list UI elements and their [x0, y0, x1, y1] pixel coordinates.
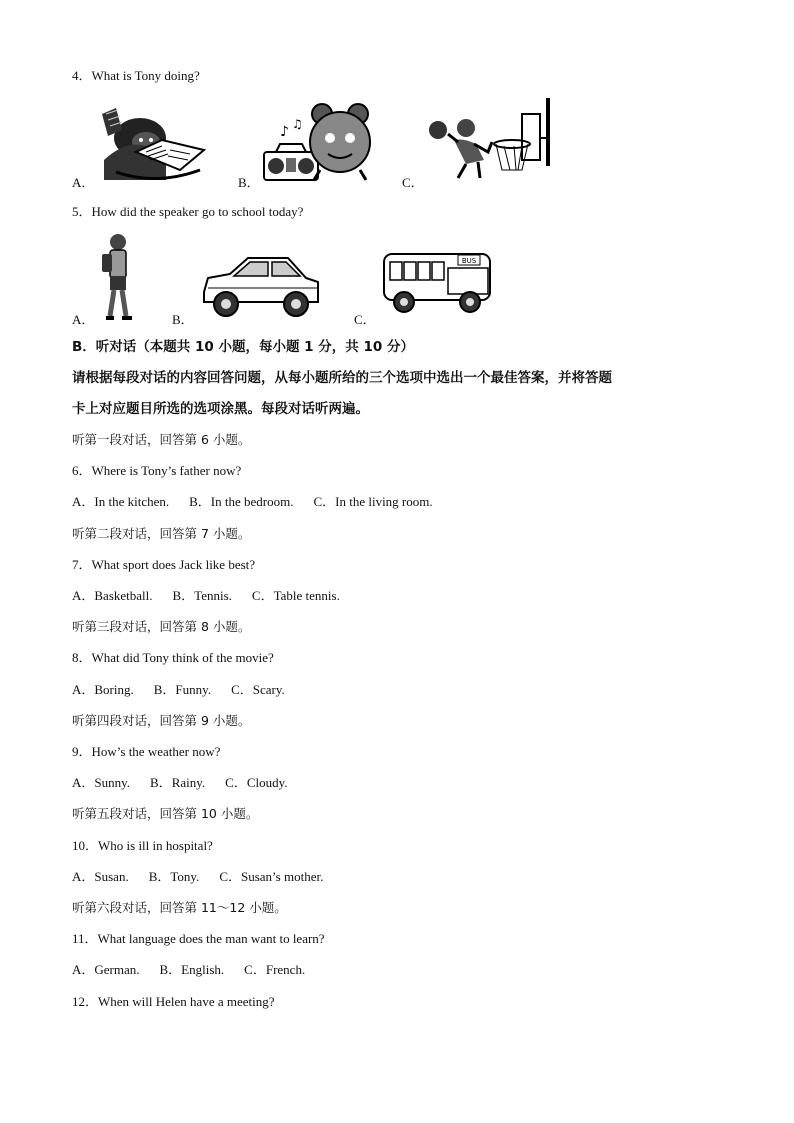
answer-option-a: A．Sunny.: [72, 775, 131, 790]
dialogue-instruction: 听第二段对话，回答第 7 小题。: [72, 526, 251, 541]
answer-option-a: A．In the kitchen.: [72, 494, 170, 509]
answer-options: [72, 869, 343, 885]
dialogue-instruction: 听第六段对话，回答第 11～12 小题。: [72, 900, 287, 915]
q5-option-a-label: A．: [72, 312, 95, 327]
answer-options: [72, 682, 305, 698]
answer-options: [72, 775, 308, 791]
playing-basketball-icon: [426, 98, 554, 182]
answer-option-c: C．Cloudy.: [225, 775, 288, 790]
dialogue-instruction: 听第五段对话，回答第 10 小题。: [72, 806, 259, 821]
question-5: 5．How did the speaker go to school today?: [72, 204, 304, 219]
answer-option-a: A．Boring.: [72, 682, 134, 697]
question-text: 11．What language does the man want to learn?: [72, 931, 325, 946]
question-text: 10．Who is ill in hospital?: [72, 838, 213, 853]
answer-option-c: C．French.: [244, 962, 306, 977]
q4-option-c-label: C．: [402, 175, 424, 190]
section-b-instructions-line-1: 请根据每段对话的内容回答问题，从每小题所给的三个选项中选出一个最佳答案，并将答题: [72, 370, 612, 386]
answer-option-c: C．In the living room.: [313, 494, 433, 509]
answer-option-b: B．Tennis.: [172, 588, 232, 603]
bus-icon: [382, 250, 494, 316]
section-b-title: B．听对话（本题共 10 小题，每小题 1 分，共 10 分）: [72, 339, 414, 355]
answer-option-b: B．Tony.: [148, 869, 200, 884]
answer-options: [72, 962, 325, 978]
question-text: 7．What sport does Jack like best?: [72, 557, 256, 572]
answer-option-b: B．Funny.: [153, 682, 212, 697]
answer-option-b: B．English.: [159, 962, 225, 977]
answer-options: [72, 494, 453, 510]
answer-option-c: C．Susan’s mother.: [219, 869, 324, 884]
bus-sign: BUS: [461, 257, 477, 265]
question-text: 9．How’s the weather now?: [72, 744, 221, 759]
q4-option-a-label: A．: [72, 175, 95, 190]
question-text: 12．When will Helen have a meeting?: [72, 994, 275, 1009]
answer-option-a: A．German.: [72, 962, 140, 977]
radio-alarm-clock-icon: [262, 100, 372, 184]
question-text: 6．Where is Tony’s father now?: [72, 463, 242, 478]
walking-boy-icon: [96, 232, 136, 324]
reading-book-icon: [96, 100, 208, 184]
dialogue-instruction: 听第三段对话，回答第 8 小题。: [72, 619, 251, 634]
section-b-instructions-line-2: 卡上对应题目所选的选项涂黑。每段对话听两遍。: [72, 401, 369, 417]
answer-options: [72, 588, 360, 604]
answer-option-a: A．Basketball.: [72, 588, 153, 603]
q4-option-b-label: B．: [238, 175, 260, 190]
answer-option-c: C．Table tennis.: [251, 588, 340, 603]
answer-option-b: B．Rainy.: [150, 775, 206, 790]
svg-text:♪: ♪: [280, 124, 289, 140]
q5-option-b-label: B．: [172, 312, 194, 327]
question-4: 4．What is Tony doing?: [72, 68, 200, 83]
answer-option-c: C．Scary.: [231, 682, 285, 697]
dialogue-instruction: 听第一段对话，回答第 6 小题。: [72, 432, 251, 447]
dialogue-instruction: 听第四段对话，回答第 9 小题。: [72, 713, 251, 728]
car-icon: [198, 252, 324, 320]
question-text: 8．What did Tony think of the movie?: [72, 650, 274, 665]
svg-text:♫: ♫: [292, 117, 303, 131]
answer-option-b: B．In the bedroom.: [189, 494, 294, 509]
q5-option-c-label: C．: [354, 312, 376, 327]
answer-option-a: A．Susan.: [72, 869, 129, 884]
